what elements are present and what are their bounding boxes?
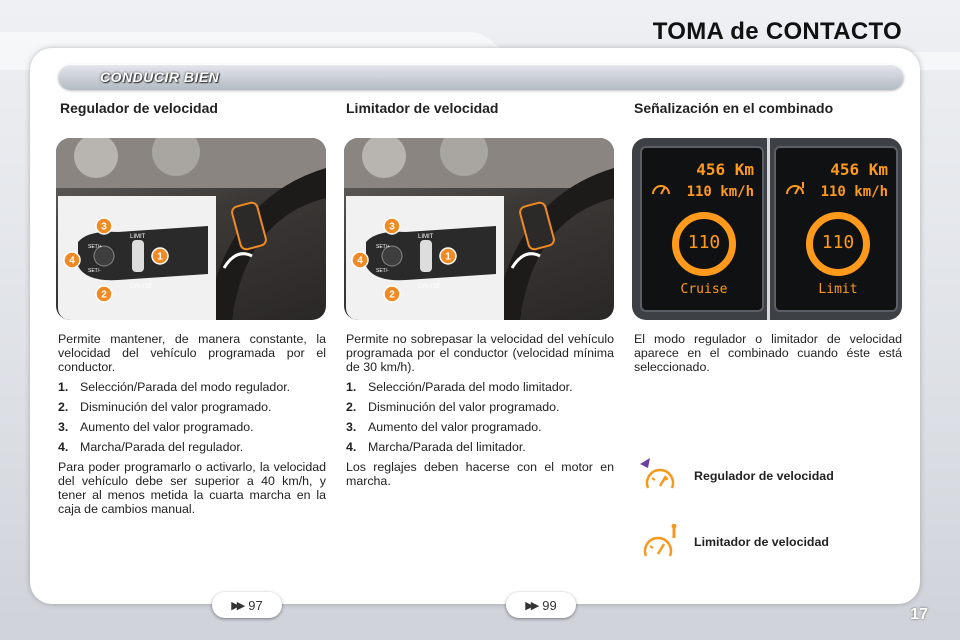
note-text: Los reglajes deben hacerse con el motor en marcha. [346, 460, 614, 488]
callout-3 [384, 218, 400, 234]
svg-text:4: 4 [357, 255, 363, 267]
list-item: 1. Selección/Parada del modo regulador. [58, 380, 291, 394]
callout-2 [384, 286, 400, 302]
limit-label: LIMIT [130, 234, 146, 240]
set-minus-label: SET/- [88, 268, 101, 274]
forward-arrow-icon: ▶▶ [231, 599, 243, 612]
display-divider [767, 138, 770, 320]
cruise-label: CRUISE [130, 284, 153, 290]
ring-speed-value: 110 [687, 232, 721, 253]
list-item: 2. Disminución del valor programado. [58, 400, 272, 414]
callout-1 [440, 248, 456, 264]
callout-2 [96, 286, 112, 302]
legend-cruise-control [640, 458, 834, 494]
instrument-cluster-photo [632, 138, 902, 320]
callout-4 [352, 252, 368, 268]
speed-limiter-description [346, 332, 614, 494]
intro-text: Permite no sobrepasar la velocidad del vehículo programada por el conductor (velocidad mínima de 30 km/h). [346, 332, 614, 374]
page-link-label: 97 [248, 597, 263, 613]
odometer-value: 456 Km [830, 160, 888, 179]
forward-arrow-icon: ▶▶ [525, 599, 537, 612]
list-item: 4. Marcha/Parada del regulador. [58, 440, 244, 454]
cruise-display-screen [640, 146, 764, 312]
page-link-97[interactable] [212, 592, 282, 618]
display-signal-title: Señalización en el combinado [634, 100, 834, 116]
limit-label: LIMIT [418, 234, 434, 240]
legend-label: Limitador de velocidad [694, 535, 829, 549]
set-speed-value: 110 km/h [820, 184, 888, 200]
limit-display-screen [774, 146, 898, 312]
svg-text:2: 2 [101, 289, 107, 301]
callout-3 [96, 218, 112, 234]
legend-label: Regulador de velocidad [694, 469, 834, 483]
svg-text:1: 1 [157, 251, 163, 263]
mode-label: Cruise [680, 282, 728, 297]
svg-text:3: 3 [389, 221, 395, 233]
odometer-value: 456 Km [696, 160, 754, 179]
list-item: 4. Marcha/Parada del limitador. [346, 440, 526, 454]
cruise-label: CRUISE [418, 284, 441, 290]
list-item: 1. Selección/Parada del modo limitador. [346, 380, 573, 394]
svg-text:2: 2 [389, 289, 395, 301]
list-item: 3. Aumento del valor programado. [58, 420, 254, 434]
stalk-closeup-inset [346, 196, 504, 320]
intro-text: Permite mantener, de manera constante, la velocidad del vehículo programada por el conductor. [58, 332, 326, 374]
display-description [634, 332, 902, 380]
set-plus-label: SET/+ [88, 244, 103, 250]
section-title: CONDUCIR BIEN [100, 69, 220, 85]
speed-limiter-icon [784, 180, 806, 198]
note-text: Para poder programarlo o activarlo, la velocidad del vehículo debe ser superior a 40 km/h, y tener al menos metida la cuarta marcha en la caja de cambios manual. [58, 460, 326, 516]
cruise-control-icon [650, 180, 672, 198]
page-link-label: 99 [542, 597, 557, 613]
ring-speed-value: 110 [821, 232, 855, 253]
set-minus-label: SET/- [376, 268, 389, 274]
intro-text: El modo regulador o limitador de velocidad aparece en el combinado cuando éste está seleccionado. [634, 332, 902, 374]
cruise-control-icon [640, 458, 680, 494]
page-link-99[interactable] [506, 592, 576, 618]
speed-limiter-title: Limitador de velocidad [346, 100, 499, 116]
svg-text:3: 3 [101, 221, 107, 233]
svg-text:1: 1 [445, 251, 451, 263]
speed-limiter-icon [640, 524, 680, 560]
list-item: 2. Disminución del valor programado. [346, 400, 560, 414]
cruise-control-title: Regulador de velocidad [60, 100, 218, 116]
callout-4 [64, 252, 80, 268]
set-speed-value: 110 km/h [686, 184, 754, 200]
stalk-closeup-inset [58, 196, 216, 320]
svg-text:4: 4 [69, 255, 75, 267]
page-number: 17 [910, 606, 928, 623]
page-title: TOMA de CONTACTO [652, 18, 902, 45]
mode-label: Limit [818, 282, 858, 297]
set-plus-label: SET/+ [376, 244, 391, 250]
legend-speed-limiter [640, 524, 829, 560]
speed-limiter-stalk-photo [344, 138, 614, 320]
cruise-control-description [58, 332, 326, 522]
list-item: 3. Aumento del valor programado. [346, 420, 542, 434]
callout-1 [152, 248, 168, 264]
cruise-control-stalk-photo [56, 138, 326, 320]
